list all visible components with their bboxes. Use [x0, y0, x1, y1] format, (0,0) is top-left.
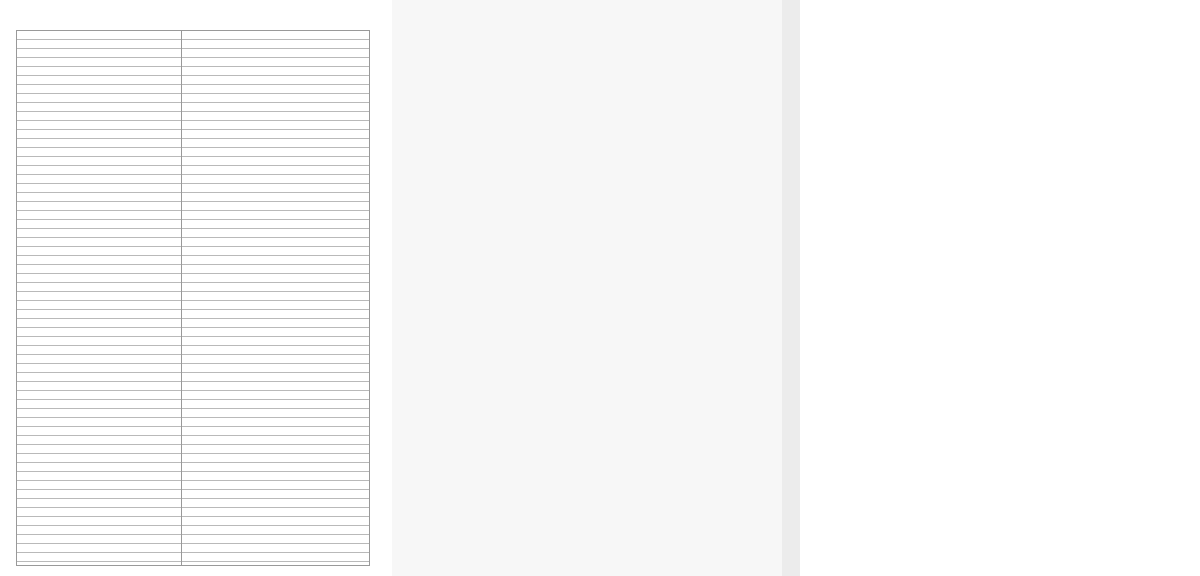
calendar-grid-finnish	[408, 24, 770, 360]
finnish-calendar-page	[392, 0, 782, 576]
swedish-calendar-page	[800, 0, 1200, 576]
important-dates-table-swedish	[822, 393, 1176, 569]
important-dates-table-finnish	[414, 393, 768, 569]
calendar-grid-swedish	[816, 24, 1178, 360]
lined-notes-area	[16, 30, 370, 566]
notes-column-divider	[181, 31, 182, 565]
notes-page	[0, 0, 392, 576]
